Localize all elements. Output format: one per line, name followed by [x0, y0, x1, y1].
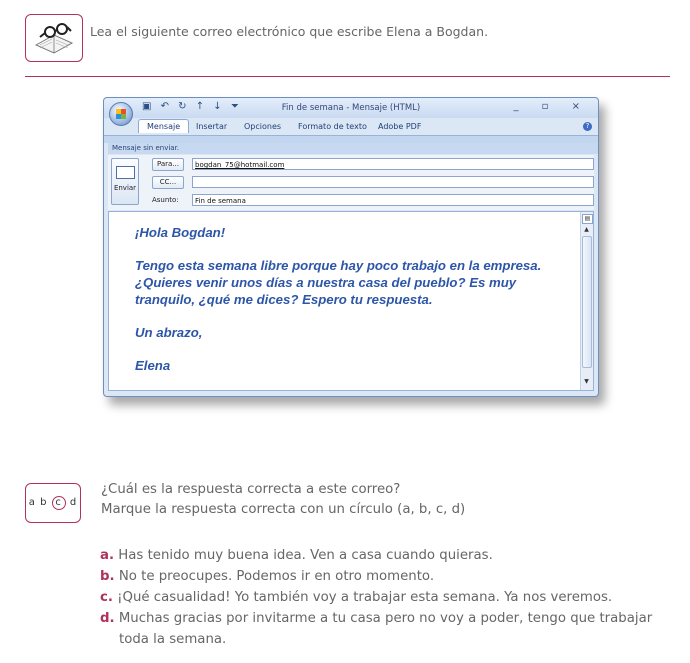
abcd-choice-icon — [25, 483, 81, 523]
cc-field[interactable] — [192, 176, 594, 188]
ribbon-body — [104, 135, 598, 143]
option-text: Muchas gracias por invitarme a tu casa pero no voy a poder, tengo que trabajar toda la semana. — [118, 611, 653, 647]
scroll-up-icon[interactable]: ▲ — [584, 226, 589, 233]
tab-mensaje[interactable]: Mensaje — [138, 119, 189, 133]
option-letter: c. — [100, 590, 113, 605]
section-divider — [25, 76, 670, 77]
message-body[interactable] — [108, 211, 594, 391]
abcd-icon-letter-b: b — [40, 497, 48, 508]
subject-field[interactable]: Fin de semana — [192, 194, 594, 206]
quick-access-toolbar[interactable]: ▣ ↶ ↻ ↑ ↓ ⏷ — [142, 101, 242, 112]
subject-label: Asunto: — [152, 196, 179, 204]
option-b[interactable] — [100, 566, 660, 587]
envelope-icon — [116, 166, 135, 179]
tab-insertar[interactable]: Insertar — [196, 122, 228, 131]
to-button[interactable]: Para... — [152, 158, 184, 171]
window-title: Fin de semana - Mensaje (HTML) — [281, 103, 421, 113]
option-c[interactable] — [100, 587, 660, 608]
option-text: Has tenido muy buena idea. Ven a casa cuando quieras. — [118, 548, 493, 563]
tab-formato-de-texto[interactable]: Formato de texto — [298, 122, 367, 131]
send-label: Enviar — [113, 184, 137, 192]
option-letter: a. — [100, 548, 115, 563]
message-header — [108, 155, 594, 210]
instruction-text: Lea el siguiente correo electrónico que escribe Elena a Bogdan. — [90, 24, 489, 39]
option-letter: d. — [100, 611, 115, 626]
email-window — [103, 97, 599, 397]
message-content — [135, 224, 575, 374]
scroll-down-icon[interactable]: ▼ — [584, 378, 589, 385]
abcd-icon-letter-c-circled: c — [52, 496, 66, 510]
vertical-scrollbar[interactable] — [580, 212, 593, 390]
tab-opciones[interactable]: Opciones — [244, 122, 282, 131]
option-a[interactable] — [100, 545, 660, 566]
question — [101, 480, 465, 520]
email-signature: Elena — [135, 358, 171, 373]
send-button[interactable] — [111, 158, 139, 205]
abcd-icon-letter-a: a — [28, 497, 36, 508]
office-logo-icon — [116, 109, 126, 119]
option-text: ¡Qué casualidad! Yo también voy a trabajar esta semana. Ya nos veremos. — [117, 590, 613, 605]
tab-adobe-pdf[interactable]: Adobe PDF — [378, 122, 422, 131]
ruler-toggle-icon[interactable]: ▤ — [582, 214, 593, 224]
to-field[interactable]: bogdan_75@hotmail.com — [192, 158, 594, 170]
scroll-thumb[interactable] — [582, 236, 592, 368]
help-icon[interactable]: ? — [583, 122, 592, 131]
info-bar: Mensaje sin enviar. — [108, 143, 598, 154]
window-controls[interactable]: _ ▫ × — [513, 101, 590, 112]
email-paragraph: Tengo esta semana libre porque hay poco trabajo en la empresa. ¿Quieres venir unos días a nuestra casa del pueblo? Es muy tranquilo, ¿qué me dices? Espero tu respuesta. — [135, 258, 542, 307]
email-closing: Un abrazo, — [135, 325, 203, 340]
question-line-2: Marque la respuesta correcta con un círculo (a, b, c, d) — [101, 502, 466, 517]
option-text: No te preocupes. Podemos ir en otro momento. — [118, 569, 435, 584]
question-line-1: ¿Cuál es la respuesta correcta a este correo? — [101, 482, 401, 497]
option-d[interactable] — [100, 608, 660, 650]
ribbon-tabs — [104, 119, 598, 135]
abcd-icon-letter-d: d — [69, 497, 78, 508]
option-letter: b. — [100, 569, 115, 584]
glasses-book-icon — [25, 14, 83, 62]
email-greeting: ¡Hola Bogdan! — [135, 225, 226, 240]
office-button[interactable] — [109, 102, 133, 126]
cc-button[interactable]: CC... — [152, 176, 184, 189]
answer-options — [100, 545, 660, 650]
